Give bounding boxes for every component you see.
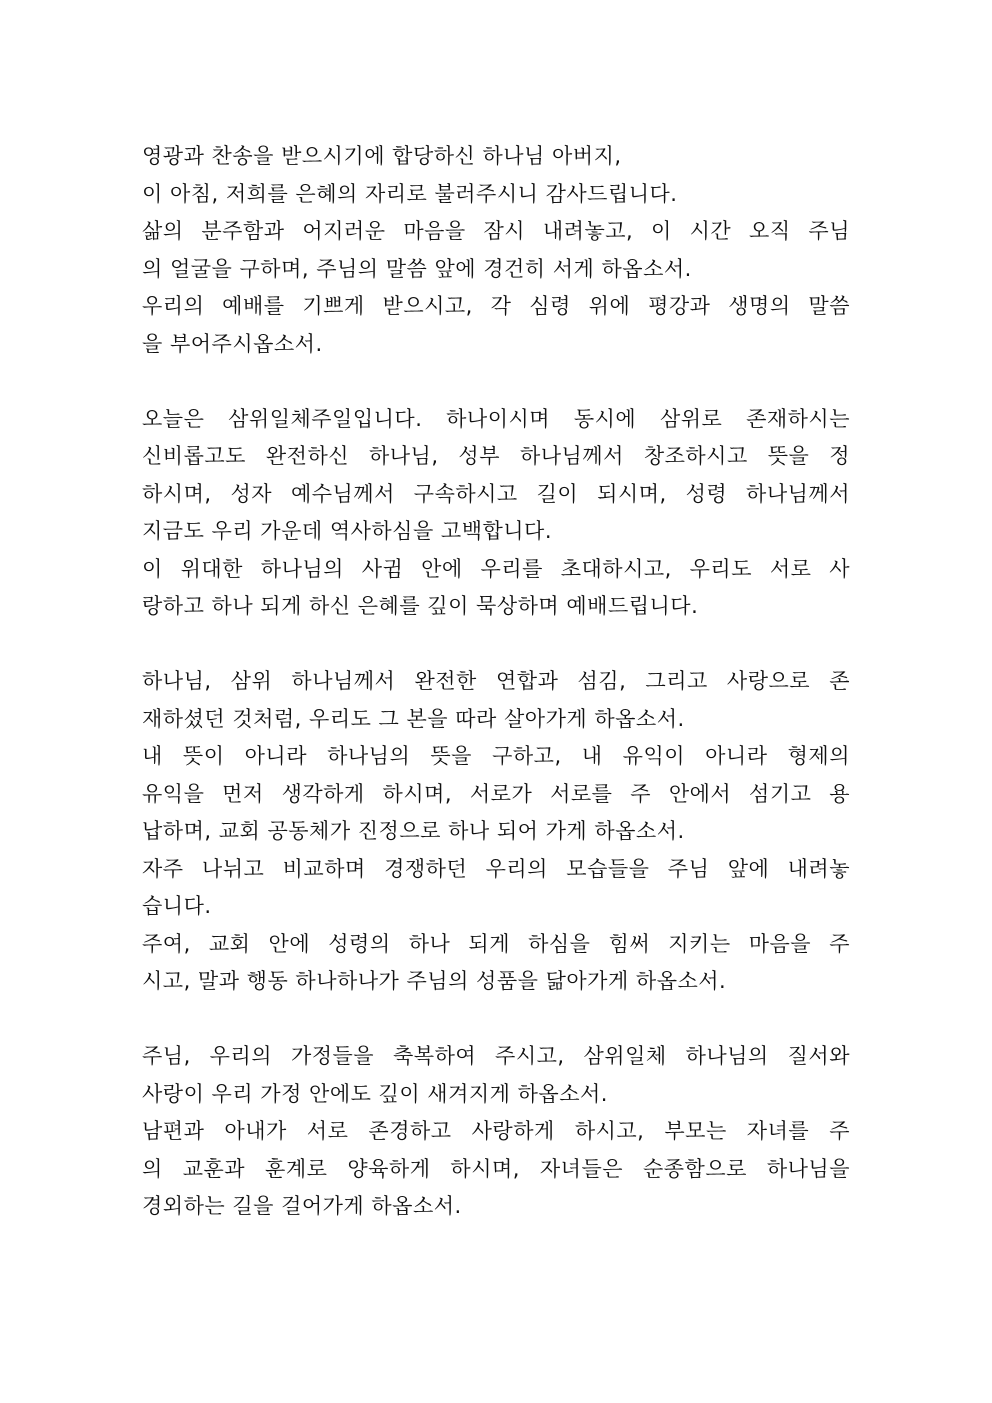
text-line: 우리의 예배를 기쁘게 받으시고, 각 심령 위에 평강과 생명의 말씀 — [142, 294, 850, 318]
text-line: 을 부어주시옵소서. — [142, 331, 323, 356]
paragraph-gap — [142, 1001, 850, 1039]
paragraph-gap — [142, 626, 850, 664]
text-line: 내 뜻이 아니라 하나님의 뜻을 구하고, 내 유익이 아니라 형제의 — [142, 744, 850, 768]
text-line: 남편과 아내가 서로 존경하고 사랑하게 하시고, 부모는 자녀를 주 — [142, 1119, 850, 1143]
text-line: 하시며, 성자 예수님께서 구속하시고 길이 되시며, 성령 하나님께서 — [142, 481, 850, 506]
text-line: 영광과 찬송을 받으시기에 합당하신 하나님 아버지, — [142, 144, 622, 168]
text-line: 의 얼굴을 구하며, 주님의 말씀 앞에 경건히 서게 하옵소서. — [142, 256, 692, 281]
prayer-text — [142, 138, 850, 1226]
paragraph-gap — [142, 363, 850, 401]
text-line: 자주 나뉘고 비교하며 경쟁하던 우리의 모습들을 주님 앞에 내려놓 — [142, 856, 850, 881]
text-line: 습니다. — [142, 894, 212, 918]
text-line: 오늘은 삼위일체주일입니다. 하나이시며 동시에 삼위로 존재하시는 — [142, 406, 850, 431]
text-line: 하나님, 삼위 하나님께서 완전한 연합과 섬김, 그리고 사랑으로 존 — [142, 669, 850, 693]
text-line: 의 교훈과 훈계로 양육하게 하시며, 자녀들은 순종함으로 하나님을 — [142, 1156, 850, 1181]
text-line: 사랑이 우리 가정 안에도 깊이 새겨지게 하옵소서. — [142, 1081, 608, 1106]
text-line: 주님, 우리의 가정들을 축복하여 주시고, 삼위일체 하나님의 질서와 — [142, 1044, 850, 1068]
text-line: 신비롭고도 완전하신 하나님, 성부 하나님께서 창조하시고 뜻을 정 — [142, 444, 850, 468]
text-line: 지금도 우리 가운데 역사하심을 고백합니다. — [142, 519, 553, 543]
text-line: 이 아침, 저희를 은혜의 자리로 불러주시니 감사드립니다. — [142, 181, 678, 206]
text-line: 재하셨던 것처럼, 우리도 그 본을 따라 살아가게 하옵소서. — [142, 706, 685, 731]
text-line: 랑하고 하나 되게 하신 은혜를 깊이 묵상하며 예배드립니다. — [142, 594, 699, 618]
text-line: 시고, 말과 행동 하나하나가 주님의 성품을 닮아가게 하옵소서. — [142, 969, 727, 993]
text-line: 주여, 교회 안에 성령의 하나 되게 하심을 힘써 지키는 마음을 주 — [142, 931, 850, 956]
text-line: 경외하는 길을 걸어가게 하옵소서. — [142, 1194, 462, 1218]
text-line: 유익을 먼저 생각하게 하시며, 서로가 서로를 주 안에서 섬기고 용 — [142, 781, 850, 806]
text-line: 이 위대한 하나님의 사귐 안에 우리를 초대하시고, 우리도 서로 사 — [142, 556, 850, 581]
text-line: 삶의 분주함과 어지러운 마음을 잠시 내려놓고, 이 시간 오직 주님 — [142, 219, 850, 243]
text-line: 납하며, 교회 공동체가 진정으로 하나 되어 가게 하옵소서. — [142, 819, 685, 843]
